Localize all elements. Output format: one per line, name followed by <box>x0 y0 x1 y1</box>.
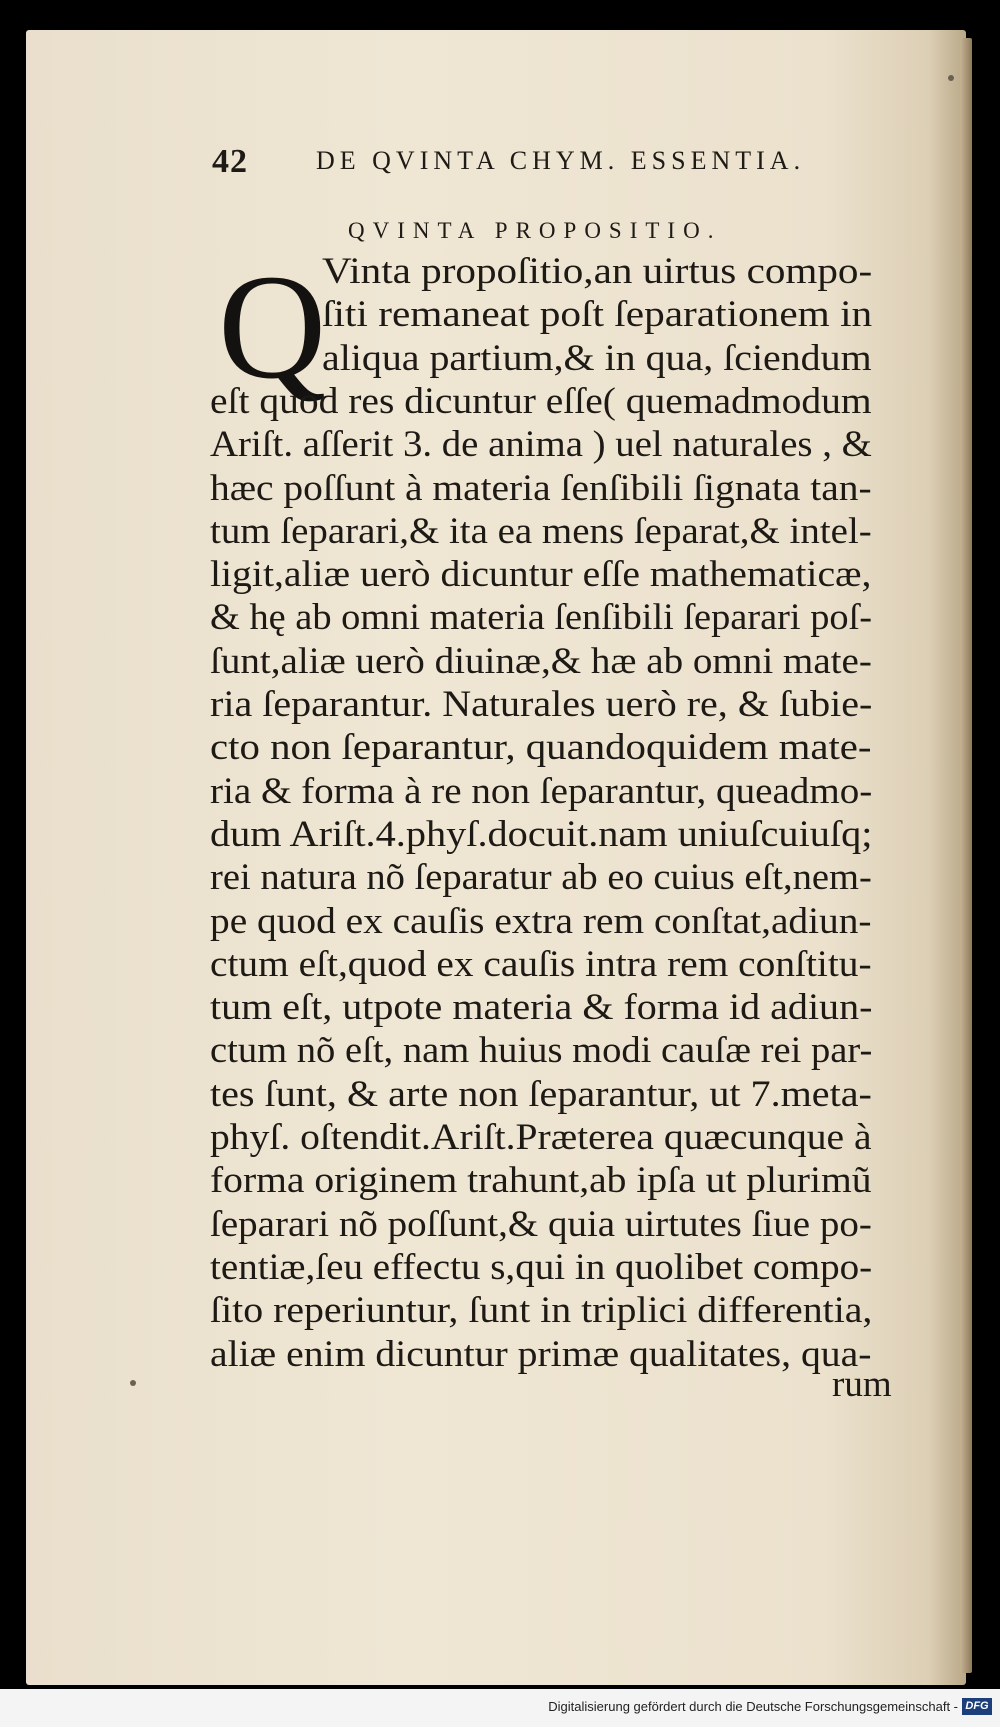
catchword: rum <box>832 1364 892 1405</box>
text-line: ſunt,aliæ uerò diuinæ,& hæ ab omni mate- <box>210 640 872 682</box>
text-line: rei natura nõ ſeparatur ab eo cuius eſt,nem- <box>210 857 872 899</box>
text-line: ctum eſt,quod ex cauſis intra rem conſtitu- <box>210 943 872 985</box>
text-line: ctum nõ eſt, nam huius modi cauſæ rei par- <box>210 1030 873 1072</box>
footer-bar <box>0 1689 1000 1727</box>
text-line: ligit,aliæ uerò dicuntur eſſe mathematicæ, <box>210 554 872 596</box>
text-line: pe quod ex cauſis extra rem conſtat,adiun- <box>210 900 872 942</box>
text-line: phyſ. oſtendit.Ariſt.Præterea quæcunque à <box>210 1117 872 1158</box>
page-edge <box>960 38 972 1673</box>
text-line: ſeparari nõ poſſunt,& quia uirtutes ſiue po- <box>210 1203 872 1245</box>
text-line: tentiæ,ſeu effectu s,qui in quolibet compo- <box>210 1246 873 1288</box>
paper-speck <box>130 1380 136 1386</box>
text-line: tes ſunt, & arte non ſeparantur, ut 7.meta- <box>210 1073 872 1115</box>
text-line: ſito reperiuntur, ſunt in triplici differentia, <box>210 1290 873 1332</box>
section-title: QVINTA PROPOSITIO. <box>348 218 722 243</box>
text-line: tum ſeparari,& ita ea mens ſeparat,& intel- <box>210 510 872 552</box>
text-line: ria ſeparantur. Naturales uerò re, & ſubie- <box>210 684 873 725</box>
text-line: tum eſt, utpote materia & forma id adiun- <box>210 987 873 1029</box>
text-line: aliæ enim dicuntur primæ qualitates, qua- <box>210 1333 872 1375</box>
text-line: eſt quod res dicuntur eſſe( quemadmodum <box>210 380 872 422</box>
dfg-logo: DFG <box>962 1698 992 1715</box>
paper-speck <box>948 75 954 81</box>
text-line: forma originem trahunt,ab ipſa ut plurimũ <box>210 1160 872 1202</box>
text-line: & hę ab omni materia ſenſibili ſeparari poſ- <box>210 597 873 639</box>
funding-credit: Digitalisierung gefördert durch die Deutsche Forschungsgemeinschaft - <box>548 1699 958 1714</box>
decorated-initial: Q <box>218 244 327 410</box>
page-number: 42 <box>212 143 248 180</box>
text-line: ſiti remaneat poſt ſeparationem in <box>322 294 873 336</box>
text-line: Ariſt. aſſerit 3. de anima ) uel naturales , & <box>210 424 872 466</box>
running-head: DE QVINTA CHYM. ESSENTIA. <box>316 146 806 175</box>
text-line: hæc poſſunt à materia ſenſibili ſignata tan- <box>210 467 872 509</box>
text-line: ria & forma à re non ſeparantur, queadmo- <box>210 770 873 812</box>
text-line: aliqua partium,& in qua, ſciendum <box>322 337 872 379</box>
text-line: dum Ariſt.4.phyſ.docuit.nam uniuſcuiuſq; <box>210 813 873 855</box>
text-line: Vinta propoſitio,an uirtus compo- <box>322 251 873 292</box>
text-line: cto non ſeparantur, quandoquidem mate- <box>210 727 872 769</box>
page-header <box>212 143 872 183</box>
